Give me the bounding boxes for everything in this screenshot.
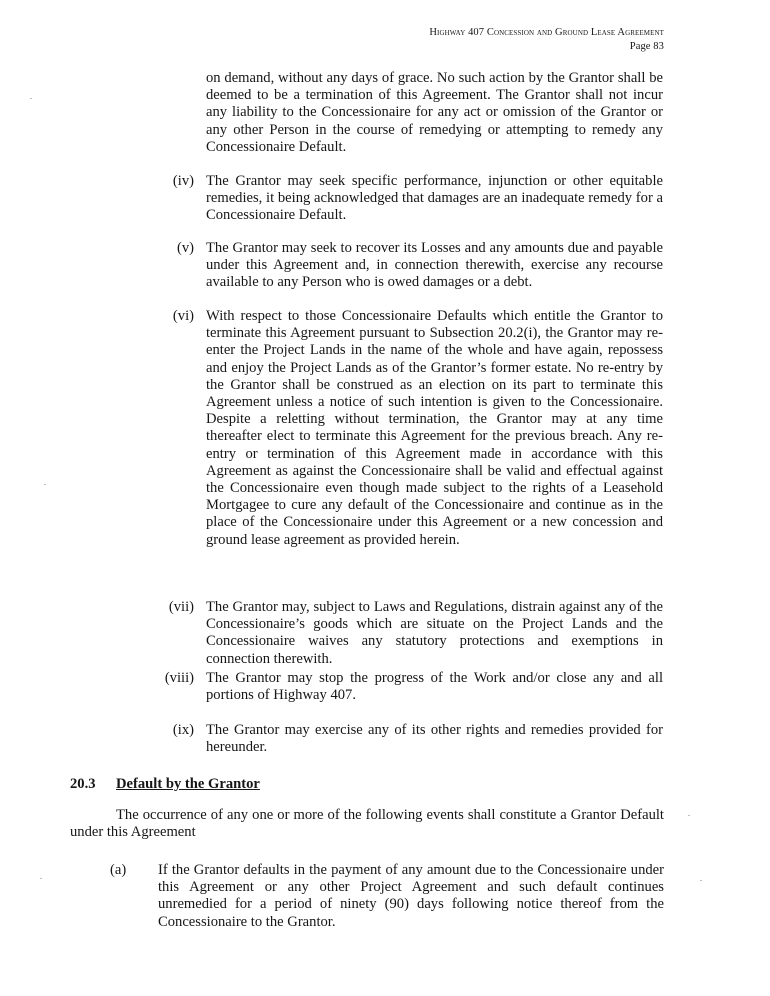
section-heading [70,776,470,793]
item-text: If the Grantor defaults in the payment of any amount due to the Concessionaire under this Agreement or any other Project Agreement and such default continues unremedied for a period of ninety (90) days following notice thereof from the Concessionaire to the Grantor. [158,862,664,930]
scan-speck [40,878,42,879]
item-number: (vii) [168,599,194,615]
document-title: Highway 407 Concession and Ground Lease Agreement [429,27,664,38]
item-text: The Grantor may stop the progress of the Work and/or close any and all portions of Highway 407. [206,670,663,704]
item-text: The Grantor may exercise any of its other rights and remedies provided for hereunder. [206,722,663,756]
item-number: (a) [110,862,127,878]
scan-speck [30,98,32,99]
item-text: The Grantor may seek to recover its Losses and any amounts due and payable under this Agreement and, in connection therewith, exercise any recourse available to any Person who is owed damages or a debt. [206,240,663,291]
running-header [429,26,664,54]
item-number: (ix) [172,722,194,738]
section-intro: The occurrence of any one or more of the following events shall constitute a Grantor Default under this Agreement [70,807,664,841]
scan-speck [688,815,690,816]
page-number: Page 83 [629,41,664,52]
continuation-paragraph: on demand, without any days of grace. No such action by the Grantor shall be deemed to be a termination of this Agreement. The Grantor shall not incur any liability to the Concessionaire for any act or omission of the Grantor or any other Person in the course of remedying or attempting to remedy any Concessionaire Default. [206,70,663,155]
item-number: (viii) [164,670,194,686]
item-text: The Grantor may, subject to Laws and Regulations, distrain against any of the Concessionaire’s goods which are situate on the Project Lands and the Concessionaire waives any statutory protections and exemptions in connection therewith. [206,599,663,667]
item-number: (v) [176,240,194,256]
item-text: The Grantor may seek specific performance, injunction or other equitable remedies, it being acknowledged that damages are an inadequate remedy for a Concessionaire Default. [206,173,663,224]
item-number: (iv) [172,173,194,189]
scan-speck [44,484,46,485]
section-number: 20.3 [70,776,96,792]
section-title: Default by the Grantor [116,776,260,792]
scan-speck [700,880,702,881]
item-text: With respect to those Concessionaire Defaults which entitle the Grantor to terminate this Agreement pursuant to Subsection 20.2(i), the Grantor may re-enter the Project Lands in the name of the whole and have again, repossess and enjoy the Project Lands as of the Grantor’s former estate. No re-entry by the Grantor shall be construed as an election on its part to terminate this Agreement unless a notice of such intention is given to the Concessionaire. Despite a reletting without termination, the Grantor may at any time thereafter elect to terminate this Agreement for the previous breach. Any re-entry or termination of this Agreement made in accordance with this Agreement as against the Concessionaire shall be valid and effectual against the Concessionaire even though made subject to the rights of a Leasehold Mortgagee to cure any default of the Concessionaire and continue as in the place of the Concessionaire under this Agreement or a new concession and ground lease agreement as provided herein. [206,308,663,548]
item-number: (vi) [172,308,194,324]
